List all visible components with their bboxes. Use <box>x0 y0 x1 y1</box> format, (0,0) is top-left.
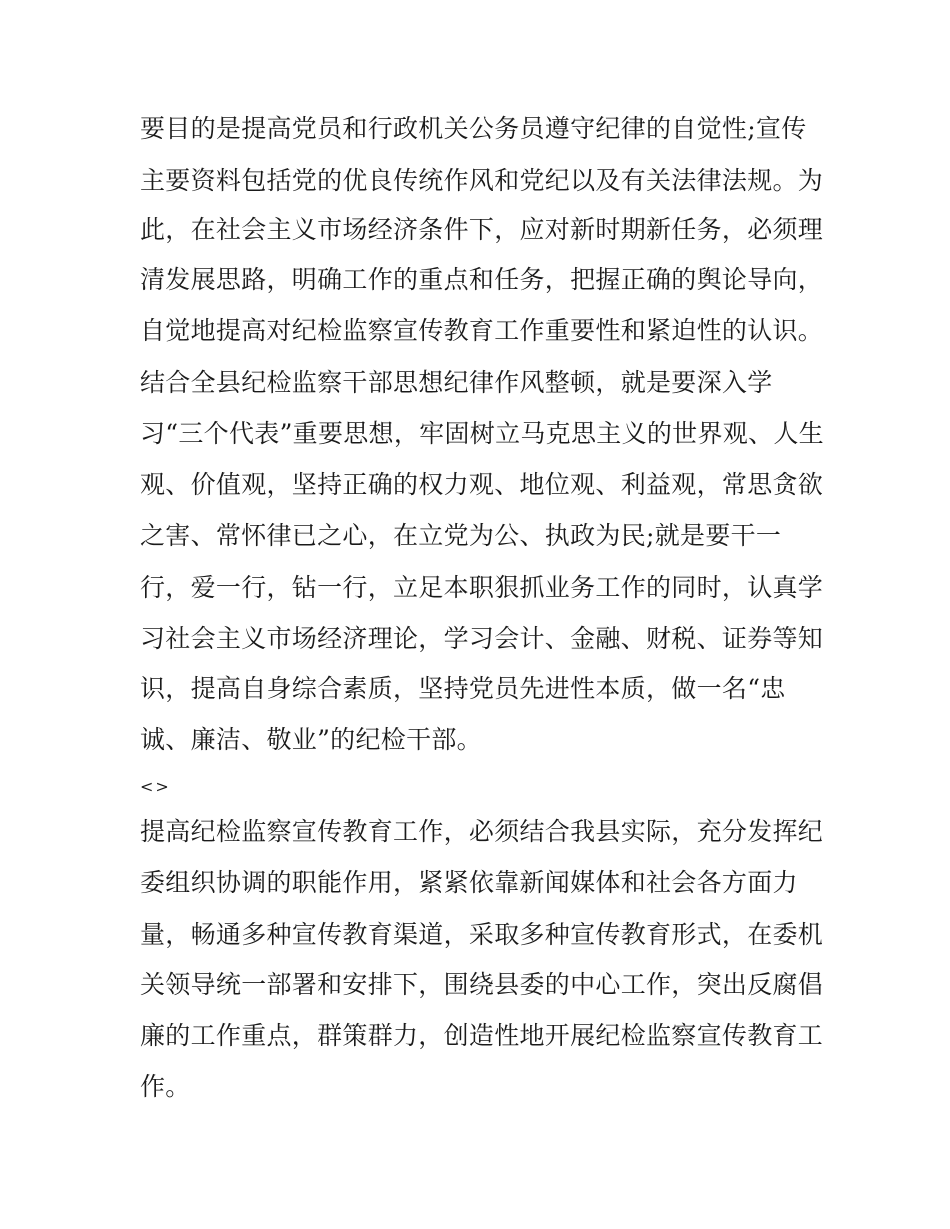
text-line: 结合全县纪检监察干部思想纪律作风整顿，就是要深入学 <box>140 368 773 397</box>
text-line: 观、价值观，坚持正确的权力观、地位观、利益观，常思贪欲 <box>140 470 824 499</box>
text-line: 关领导统一部署和安排下，围绕县委的中心工作，突出反腐倡 <box>140 970 824 999</box>
text-line: 量，畅通多种宣传教育渠道，采取多种宣传教育形式，在委机 <box>140 920 824 949</box>
text-line: 要目的是提高党员和行政机关公务员遵守纪律的自觉性;宣传 <box>140 114 807 143</box>
text-line: 此，在社会主义市场经济条件下，应对新时期新任务，必须理 <box>140 215 824 244</box>
section-separator: <> <box>140 777 171 796</box>
text-line: 廉的工作重点，群策群力，创造性地开展纪检监察宣传教育工 <box>140 1021 824 1050</box>
text-line: 习“三个代表”重要思想，牢固树立马克思主义的世界观、人生 <box>140 419 824 448</box>
text-line: 识，提高自身综合素质，坚持党员先进性本质，做一名“忠 <box>140 674 786 703</box>
text-line: 自觉地提高对纪检监察宣传教育工作重要性和紧迫性的认识。 <box>140 316 824 345</box>
text-line: 之害、常怀律已之心，在立党为公、执政为民;就是要干一 <box>140 521 782 550</box>
text-line: 委组织协调的职能作用，紧紧依靠新闻媒体和社会各方面力 <box>140 868 798 897</box>
text-line: 清发展思路，明确工作的重点和任务，把握正确的舆论导向， <box>140 265 824 294</box>
text-line: 诚、廉洁、敬业”的纪检干部。 <box>140 725 482 754</box>
text-line: 作。 <box>140 1072 191 1101</box>
text-line: 主要资料包括党的优良传统作风和党纪以及有关法律法规。为 <box>140 166 824 195</box>
text-line: 提高纪检监察宣传教育工作，必须结合我县实际，充分发挥纪 <box>140 817 824 846</box>
text-line: 行，爱一行，钻一行，立足本职狠抓业务工作的同时，认真学 <box>140 573 824 602</box>
text-line: 习社会主义市场经济理论，学习会计、金融、财税、证券等知 <box>140 624 824 653</box>
